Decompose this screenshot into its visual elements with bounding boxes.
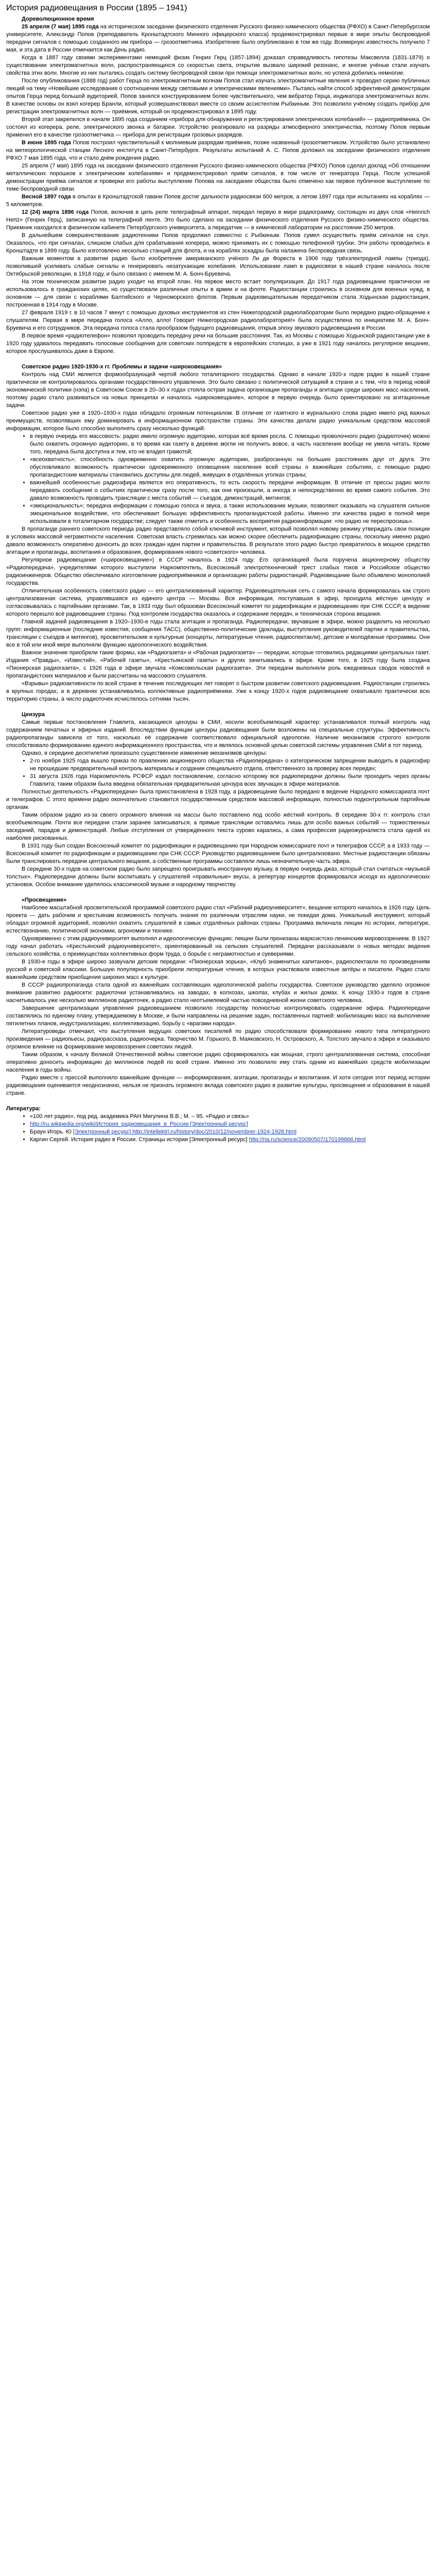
paragraph [6, 1005, 430, 1028]
paragraph-text: Самые первые постановления Главлита, касающиеся цензуры в СМИ, носили всеобъемлющий характер: устанавливался полный контроль над содержанием печатных и эфирных изданий. Впоследствии функции цензуры радиовещания были возложены на специальные структуры. Эффективность радиопропаганды зависела от того, насколько её содержание соответствовало официальной идеологии. Наличие механизмов строгого контроля способствовало формированию единого информационного пространства, что и являлось основной целью советской системы управления СМИ в тот период. [6, 719, 430, 749]
paragraph-text: Таким образом, к началу Великой Отечественной войны советское радио сформировалось как мощная, строго централизованная система, способная оперативно доносить информацию до миллионов людей по всей стране. Именно это позволило ему стать одним из важнейших средств мобилизации населения в годы войны. [6, 1052, 430, 1073]
paragraph [6, 1074, 430, 1097]
literature-heading: Литература: [6, 1106, 41, 1112]
literature-text: Браун Игорь. Ю [30, 1129, 73, 1135]
literature-item [30, 1128, 430, 1136]
paragraph-text: Отличительная особенность советского радио — его централизованный характер. Радиовещательная сеть с самого начала формировалась как строго централизованная система, управлявшаяся из единого центра — Москвы. Вся информация, поступавшая в эфир, проходила жёсткую цензуру и согласовывалась с партийными органами. Так, в 1933 году был образован Всесоюзный комитет по радиофикации и радиовещанию при СНК СССР, в ведение которого перешло всё радиовещание страны. Под контролем государства оказалось и содержание передач, и техническая сторона вещания. [6, 588, 430, 617]
paragraph-lead: 25 апреля (7 мая) 1895 года [22, 24, 99, 30]
paragraph-text: В первое время «радиотелефон» позволял проводить передачу речи на большие расстояния. Так, из Москвы с помощью Ходынской радиостанции уже в 1920 году удавалось передавать голосовые сообщения для советских полпредств в европейских столицах, а уже в 1921 году началось регулярное вещание, которое прослушивалось даже в Европе. [6, 333, 430, 354]
paragraph [6, 556, 430, 587]
paragraph [6, 77, 430, 116]
paragraph-text: Регулярное радиовещание («широковещание») в СССР началось в 1924 году. Его организацией была поручена акционерному обществу «Радиопередача», учредителями которого выступили Наркомпочтель, Всесоюзный электротехнический трест слабых токов и Российское общество радиоинженеров. Общество обеспечивало изготовление радиоприёмников и организацию работы радиостанций. Радиовещание было объявлено монополией государства. [6, 557, 430, 586]
paragraph [6, 23, 430, 54]
list-item: • в первую очередь его массовость: радио имело огромную аудиторию, которая всё время росла. С помощью проволочного радио (радиоточек) можно было охватить огромную аудиторию, в то время как газету в деревне могли не получить вовсе, а часть населения вообще не умела читать. Кроме того, передача была доступна и тем, кто не владел грамотой; [30, 433, 430, 456]
paragraph-text: Одновременно с этим радиоуниверситет выполнял и идеологическую функцию: лекции были пронизаны марксистско-ленинским мировоззрением. В 1927 году начал работать «Крестьянский радиоуниверситет», ориентированный на сельских слушателей. Передачи рассказывали о новых методах ведения сельского хозяйства, о преимуществах коллективных форм труда, о борьбе с неграмотностью и суевериями. [6, 936, 430, 957]
section-spacer [6, 355, 430, 363]
paragraph-text: В середине 30-х годов на советском радио было запрещено проигрывать иностранную музыку, в первую очередь джаз, который стал считаться «музыкой толстых». Радиопередачи должны были воспитывать у слушателей «правильные» вкусы, а репертуар концертов формировался исходя из идеологических установок. Особое внимание уделялось классической музыке и народному творчеству. [6, 866, 430, 888]
paragraph [6, 255, 430, 278]
paragraph-text: Таким образом радио из-за своего огромного влияния на массы было поставлено под особо жёсткий контроль. В середине 30-х гг. контроль стал всеобъемлющим. Почти все передачи стали заранее записываться, а прямые трансляции оставались лишь для особо важных событий — торжественных заседаний, парадов и демонстраций. Любые отступления от утверждённого текста сурово карались, а сама профессия радиожурналиста стала одной из наиболее рискованных. [6, 812, 430, 841]
paragraph [6, 209, 430, 232]
paragraph [6, 1051, 430, 1074]
document-page [0, 0, 436, 1152]
paragraph [6, 935, 430, 958]
literature-link[interactable]: [Электронный ресурс] http://intellektrl.ru/history/doc/2010/12/novembrer-1924-1928.html [73, 1129, 297, 1135]
paragraph-text: Попов, включив в цепь реле телеграфный аппарат, передал первую в мире радиограмму, состоящую из двух слов «Heinrich Hertz» (Генрих Герц), записанную на телеграфной ленте. Это было сделано на заседании физического отделения Русского физико-химического общества. Приемник находился в физическом кабинете Петербургского университета, а передатчик — в химической лаборатории на расстоянии 250 метров. [6, 209, 430, 231]
paragraph-lead: В июне 1895 года [22, 140, 71, 146]
paragraph [6, 618, 430, 649]
paragraph-text: В 1930-е годы в эфире широко зазвучали детские передачи: «Пионерская зорька», «Клуб знаменитых капитанов», радиоспектакли по произведениям русской и советской классики. Большую популярность приобрели литературные чтения, в которых участвовали известные актёры и писатели. Радио стало важнейшим средством приобщения широких масс к культуре. [6, 959, 430, 980]
paragraph [6, 139, 430, 162]
bullet-list [6, 757, 430, 788]
paragraph [6, 410, 430, 433]
literature-item [30, 1136, 430, 1144]
literature-list [6, 1113, 430, 1144]
paragraph [6, 116, 430, 139]
paragraph-lead: Весной 1897 года [22, 194, 71, 200]
page-title: История радиовещания в России (1895 – 1941) [6, 4, 187, 12]
section-spacer [6, 1097, 430, 1105]
paragraph [6, 278, 430, 309]
paragraph-text: Радио вместе с прессой выполняло важнейшие функции — информирования, агитации, пропаганды и воспитания. И хотя сегодня этот период истории радиовещания оценивается неоднозначно, нельзя не признать огромного вклада советского радио в развитие культуры, просвещения и образования в нашей стране. [6, 1075, 430, 1096]
paragraph [6, 193, 430, 209]
paragraph [6, 587, 430, 618]
paragraph [6, 309, 430, 332]
section-spacer [6, 889, 430, 896]
paragraph-text: Попов построил чувствительный к молниевым разрядам приёмник, позже названный грозоотметчиком. Устройство было установлено на метеорологической станции Лесного института в Санкт-Петербурге. Результаты испытаний А. С. Попов доложил на заседании физического отделения РФХО 7 мая 1895 года, что и стало днём рождения радио. [6, 140, 430, 161]
bullet-list [6, 433, 430, 526]
paragraph [6, 719, 430, 750]
paragraph-text: на историческом заседании физического отделения Русского физико-химического общества (РФХО) в Санкт-Петербургском университете, Александр Попов (преподаватель Кронштадтского Минного офицерского класса) продемонстрировал первые в мире опыты беспроводной передачи сигналов с помощью созданного им прибора — грозоотметчика. Изобретение было опубликовано в том же году. Всемирную известность получило 7 мая, и эта дата в России отмечается как День радио. [6, 24, 430, 53]
paragraph [6, 162, 430, 193]
document-body [6, 15, 430, 1144]
paragraph [6, 788, 430, 811]
section-heading: Советское радио 1920-1930-х гг. Проблемы и задачи «широковещания» [22, 364, 222, 370]
literature-item [30, 1113, 430, 1121]
list-item: • 2-го ноября 1925 года вышло приказ по правлению акционерного общества «Радиопередача» о категорическом запрещении выводить в радиоэфир не прошедшие предварительный контроль материалы и создании специального отдела, ответственного за проверку всех передач; [30, 757, 430, 773]
paragraph [6, 958, 430, 981]
paragraph [6, 371, 430, 410]
literature-link[interactable]: http://ria.ru/science/20090507/170199866.html [249, 1137, 366, 1143]
paragraph [6, 866, 430, 889]
paragraph-text: «Взрывы» радиоактивности по всей стране в течение последующих лет говорят о быстром развитии советского радиовещания. Радиостанции строились в крупных городах, а в деревнях устанавливались коллективные радиоприёмники. Уже к концу 1920-х годов радиовещание охватывало практически всю территорию страны, а число радиоточек исчислялось сотнями тысяч. [6, 681, 430, 702]
paragraph-text: В 1931 году был создан Всесоюзный комитет по радиофикации и радиовещанию при Народном комиссариате почт и телеграфов СССР, а в 1933 году — Всесоюзный комитет по радиофикации и радиовещанию при СНК СССР. Руководство радиовещанием было централизовано. Местные радиостанции обязаны были транслировать передачи центрального вещания, а собственные программы составляли лишь незначительную часть эфира. [6, 843, 430, 865]
paragraph-text: В дальнейшем совершенствование радиотехники Попов продолжил совместно с Рыбкиным. Попов сумел осуществить приём сигналов на слух. Оказалось, что при сигналах, слишком слабых для срабатывания когерера, можно принимать их с помощью телефонной трубки. Эти работы проводились в Кронштадте в 1899 году. Было изготовлено несколько станций для флота, и на кораблях эскадры была налажена беспроводная связь. [6, 232, 430, 254]
paragraph [6, 904, 430, 935]
paragraph-text: В пропаганде раннего советского периода радио представляло собой ключевой инструмент, который позволял новому режиму утверждать свои позиции в условиях массовой неграмотности населения. Советская власть стремилась как можно скорее обеспечить радиофикацию страны, поскольку именно радио давало возможность оперативно доносить до всех граждан идеи партии и правительства. В результате этого радио быстро превратилось в мощное средство агитации и пропаганды, воспитания и образования, формирования нового «советского» человека. [6, 526, 430, 555]
section-heading: «Просвещение» [22, 897, 67, 903]
list-item: • 31 августа 1926 года Наркомпочтель РСФСР издал постановление, согласно которому все радиопередачи должны были проходить через органы Главлита; таким образом была введена обязательная предварительная цензура всех звучащих в эфире материалов. [30, 773, 430, 788]
list-item: • важнейшей особенностью радиоэфира является его оперативность, то есть скорость передачи информации. В отличие от прессы радио могло передавать сообщения о событиях практически сразу после того, как они произошли, а иногда и непосредственно во время самого события. Это давало возможность проводить трансляции с места событий — съездов, демонстраций, митингов; [30, 479, 430, 502]
list-item: • «всеохватность»; способность одновременно охватить огромную аудиторию, разбросанную на больших расстояниях друг от друга. Это обусловливало возможность практически одновременного оповещения населения всей страны о важнейших событиях, с помощью радио пропагандистские материалы становились доступны для людей, живущих в отдалённых уголках страны; [30, 456, 430, 479]
paragraph-text: На этом техническом развитие радио уходит на второй план. На первое место встает популяризация. До 1917 года радиовещание практически не использовалось в гражданских целях, но существовали различные опыты в армии и на флоте. Радиостанции строились в основном для военных нужд, в основном — для связи с кораблями Балтийского и Черноморского флотов. Первым радиовещательным передатчиком стала Ходынская радиостанция, построенная в 1914 году в Москве. [6, 279, 430, 308]
paragraph [6, 332, 430, 355]
paragraph-text: Важное значение приобрели такие формы, как «Радиогазета» и «Рабочая радиогазета» — передачи, которые готовились редакциями центральных газет. Издания «Правды», «Известий», «Рабочей газеты», «Крестьянской газеты» и других зачитывались в эфире. Кроме того, в 1925 году была создана «Пионерская радиогазета», с 1926 года в эфире звучала «Комсомольская радиогазета». Эти передачи выполняли роль ежедневных сводок новостей и пропагандистских материалов и были рассчитаны на массового слушателя. [6, 650, 430, 679]
paragraph [6, 981, 430, 1005]
paragraph [6, 750, 430, 757]
section-spacer [6, 703, 430, 711]
paragraph-text: 25 апреля (7 мая) 1895 года на заседании физического отделения Русского физико-химического общества (РФХО) Попов сделал доклад «Об отношении металлических порошков к электрическим колебаниям» и продемонстрировал приём сигналов, в том числе от генератора Герца. После успешной демонстрации приёма сигналов и проверки его работы выступление Попова на заседании общества было отмечено как первое публичное выступление по теме беспроводной связи. [6, 163, 430, 192]
paragraph-text: Советское радио уже в 1920–1930-х годах обладало огромным потенциалом. В отличие от газетного и журнального слова радио имело ряд важных преимуществ, позволявших ему доминировать в информационном пространстве страны. Эти качества делали радио уникальным средством массовой информации, которое было способно выполнять сразу несколько функций: [6, 410, 430, 432]
paragraph [6, 526, 430, 556]
paragraph [6, 232, 430, 255]
paragraph [6, 649, 430, 680]
paragraph-text: 27 февраля 1919 г. в 10 часов 7 минут с помощью духовых инструментов из стен Нижегородской радиолаборатории было передано радио-обращение к слушателям. Первая в мире передача голоса «Алло, алло! Говорит Нижегородская радиолаборатория!» была осуществлена по инициативе М. А. Бонч-Бруевича и его сотрудников. Эта передача голоса стала прообразом будущего радиовещания, открыв эпоху звукового радиовещания в России. [6, 310, 430, 331]
paragraph [6, 1028, 430, 1051]
paragraph-lead: 12 (24) марта 1896 года [22, 209, 89, 215]
paragraph-text: Контроль над СМИ является формообразующей чертой любого тоталитарного государства. Однако в начале 1920-х годов радио в нашей стране практически не контролировалось органами государственного управления. Это было связано с политической ситуацией в стране и с тем, что в период новой экономической политики (нэпа) в Советском Союзе в 20–30-х годах стояла острая задача организации пропаганды и агитации среди широких масс населения, поэтому радио стало развиваться на новых принципах и началось «широковещание», которое в первую очередь было ориентировано на агитационные задачи. [6, 371, 430, 409]
paragraph [6, 842, 430, 866]
paragraph-text: Полностью деятельность «Радиопередачи» была приостановлена в 1928 году, а радиовещание было передано в ведение Народного комиссариата почт и телеграфов. С этого времени радио окончательно становится государственным средством массовой информации, полностью подконтрольным партийным органам. [6, 789, 430, 810]
paragraph-text: Литературоведы отмечают, что выступления ведущих советских писателей по радио способствовали формированию нового типа литературного произведения — радиопьесы, радиорассказа, радиоочерка. Творчество М. Горького, В. Маяковского, Н. Островского, А. Толстого звучало в эфире и оказывало огромное влияние на формирование мировоззрения советских людей. [6, 1028, 430, 1050]
paragraph-text: Завершение централизации управления радиовещанием позволило государству полностью контролировать содержание эфира. Радиопередачи составлялись по единому плану, утверждаемому в Москве, и были направлены на решение задач, поставленных партией: мобилизацию масс на выполнение пятилетних планов, индустриализацию, коллективизацию, борьбу с «врагами народа». [6, 1005, 430, 1027]
paragraph-text: В СССР радиопропаганда стала одной из важнейших составляющих идеологической работы государства. Советское руководство уделяло огромное внимание развитию радиосети: радиоточки устанавливались на заводах, в колхозах, школах, клубах и жилых домах. К концу 1930-х годов в стране насчитывалось уже несколько миллионов радиоточек, а радио стало неотъемлемой частью повседневной жизни советского человека. [6, 982, 430, 1004]
paragraph-text: После опубликования (1888 год) работ Герца по электромагнитным волнам Попов стал изучать электромагнитные явления и проводил серию публичных лекций на тему «Новейшие исследования о соотношении между световыми и электрическими явлениями». Пытаясь найти способ эффективной демонстрации опытов Герца перед большой аудиторией, Попов занялся конструированием более чувствительного, чем вибратор Герца, индикатора электромагнитных волн. В качестве основы он взял когерер Бранли, который усовершенствовал вместе со своим ассистентом Рыбкиным. Это позволило учёному создать прибор для регистрации электромагнитных волн — приёмник, который он продемонстрировал в 1895 году. [6, 78, 430, 115]
literature-text: Каргин Сергей. История радио в России. Страницы истории [Электронный ресурс] [30, 1137, 249, 1143]
paragraph-text: в опытах в Кронштадтской гавани Попов достиг дальности радиосвязи 600 метров, а летом 1897 года при испытаниях на кораблях — 5 километров. [6, 194, 430, 208]
paragraph [6, 54, 430, 77]
section-heading: Цензура [22, 711, 45, 718]
section-heading: Дореволюционное время [22, 16, 94, 22]
paragraph [6, 811, 430, 842]
paragraph [6, 680, 430, 703]
paragraph-text: Наиболее масштабной просветительской программой советского радио стал «Рабочий радиоуниверситет», вещание которого началось в 1926 году. Цель проекта — дать рабочим и крестьянам возможность получать знания по различным отраслям науки, не покидая дома. Уникальный инструмент, который обладал огромной аудиторией, позволял охватить слушателей в самых отдалённых районах страны. Программа включала лекции по истории, литературе, естествознанию, политической экономии, агрономии и технике. [6, 905, 430, 934]
literature-item [30, 1121, 430, 1128]
paragraph-text: Когда в 1887 году своими экспериментами немецкий физик Генрих Герц (1857-1894) доказал справедливость гипотезы Максвелла (1831-1879) о существовании электромагнитных волн, распространяющихся со скоростью света, открытие вызвало широкий резонанс, и многие учёные стали изучать свойства этих волн. Многие из них пытались создать систему беспроводной связи при помощи электромагнитных волн, но успеха добились немногие. [6, 55, 430, 76]
paragraph-text: Важным моментом в развитии радио было изобретение американского учёного Ли де Фореста в 1906 году трёхэлектродной лампы (триода), позволившей усиливать слабые сигналы и генерировать незатухающие колебания. Использование ламп в радиосвязи в нашей стране началось после Октябрьской революции, в 1918 году, и было связано с именем М. А. Бонч-Бруевича. [6, 256, 430, 277]
literature-link[interactable]: http://ru.wikipedia.org/wiki/История_радиовещания_в_России [Электронный ресурс] [30, 1121, 248, 1127]
paragraph-text: Второй этап закрепился в начале 1895 года созданием «прибора для обнаружения и регистрирования электрических колебаний» — радиоприёмника. Он состоял из когерера, реле, электрического звонка и батареи. Устройство реагировало на разряды атмосферного электричества, поэтому Попов первым применил его в качестве грозоотметчика — прибора для регистрации грозовых разрядов. [6, 116, 430, 138]
literature-text: «100 лет радио», под ред. академика РАН Мигулина В.В.; М. – 95. «Радио и связь» [30, 1113, 249, 1120]
list-item: • «эмоциональность»; передача информации с помощью голоса и звука, а также использование музыки, позволяют оказывать на слушателя сильное эмоциональное воздействие, что обеспечивает большую эффективность пропагандистской работы. Именно эти качества радио в полной мере использовали в тоталитарном государстве; следует также отметить и особенность восприятия радиоинформации: «по радио не переспросишь». [30, 502, 430, 526]
paragraph-text: Однако, в середине десятилетия произошло существенное изменение механизмов цензуры: [22, 750, 267, 756]
paragraph-text: Главной задачей радиовещания в 1920–1930-е годы стала агитация и пропаганда. Радиопередачи, звучавшие в эфире, можно разделить на несколько групп: информационные (последние известия, сообщения ТАСС), общественно-политические (доклады, выступления руководителей партии и правительства, трансляции с съездов и митингов), просветительские и культурные (концерты, литературные чтения, радиоспектакли), детские и молодёжные программы. Они все в той или иной мере выполняли функцию идеологического воздействия. [6, 619, 430, 648]
